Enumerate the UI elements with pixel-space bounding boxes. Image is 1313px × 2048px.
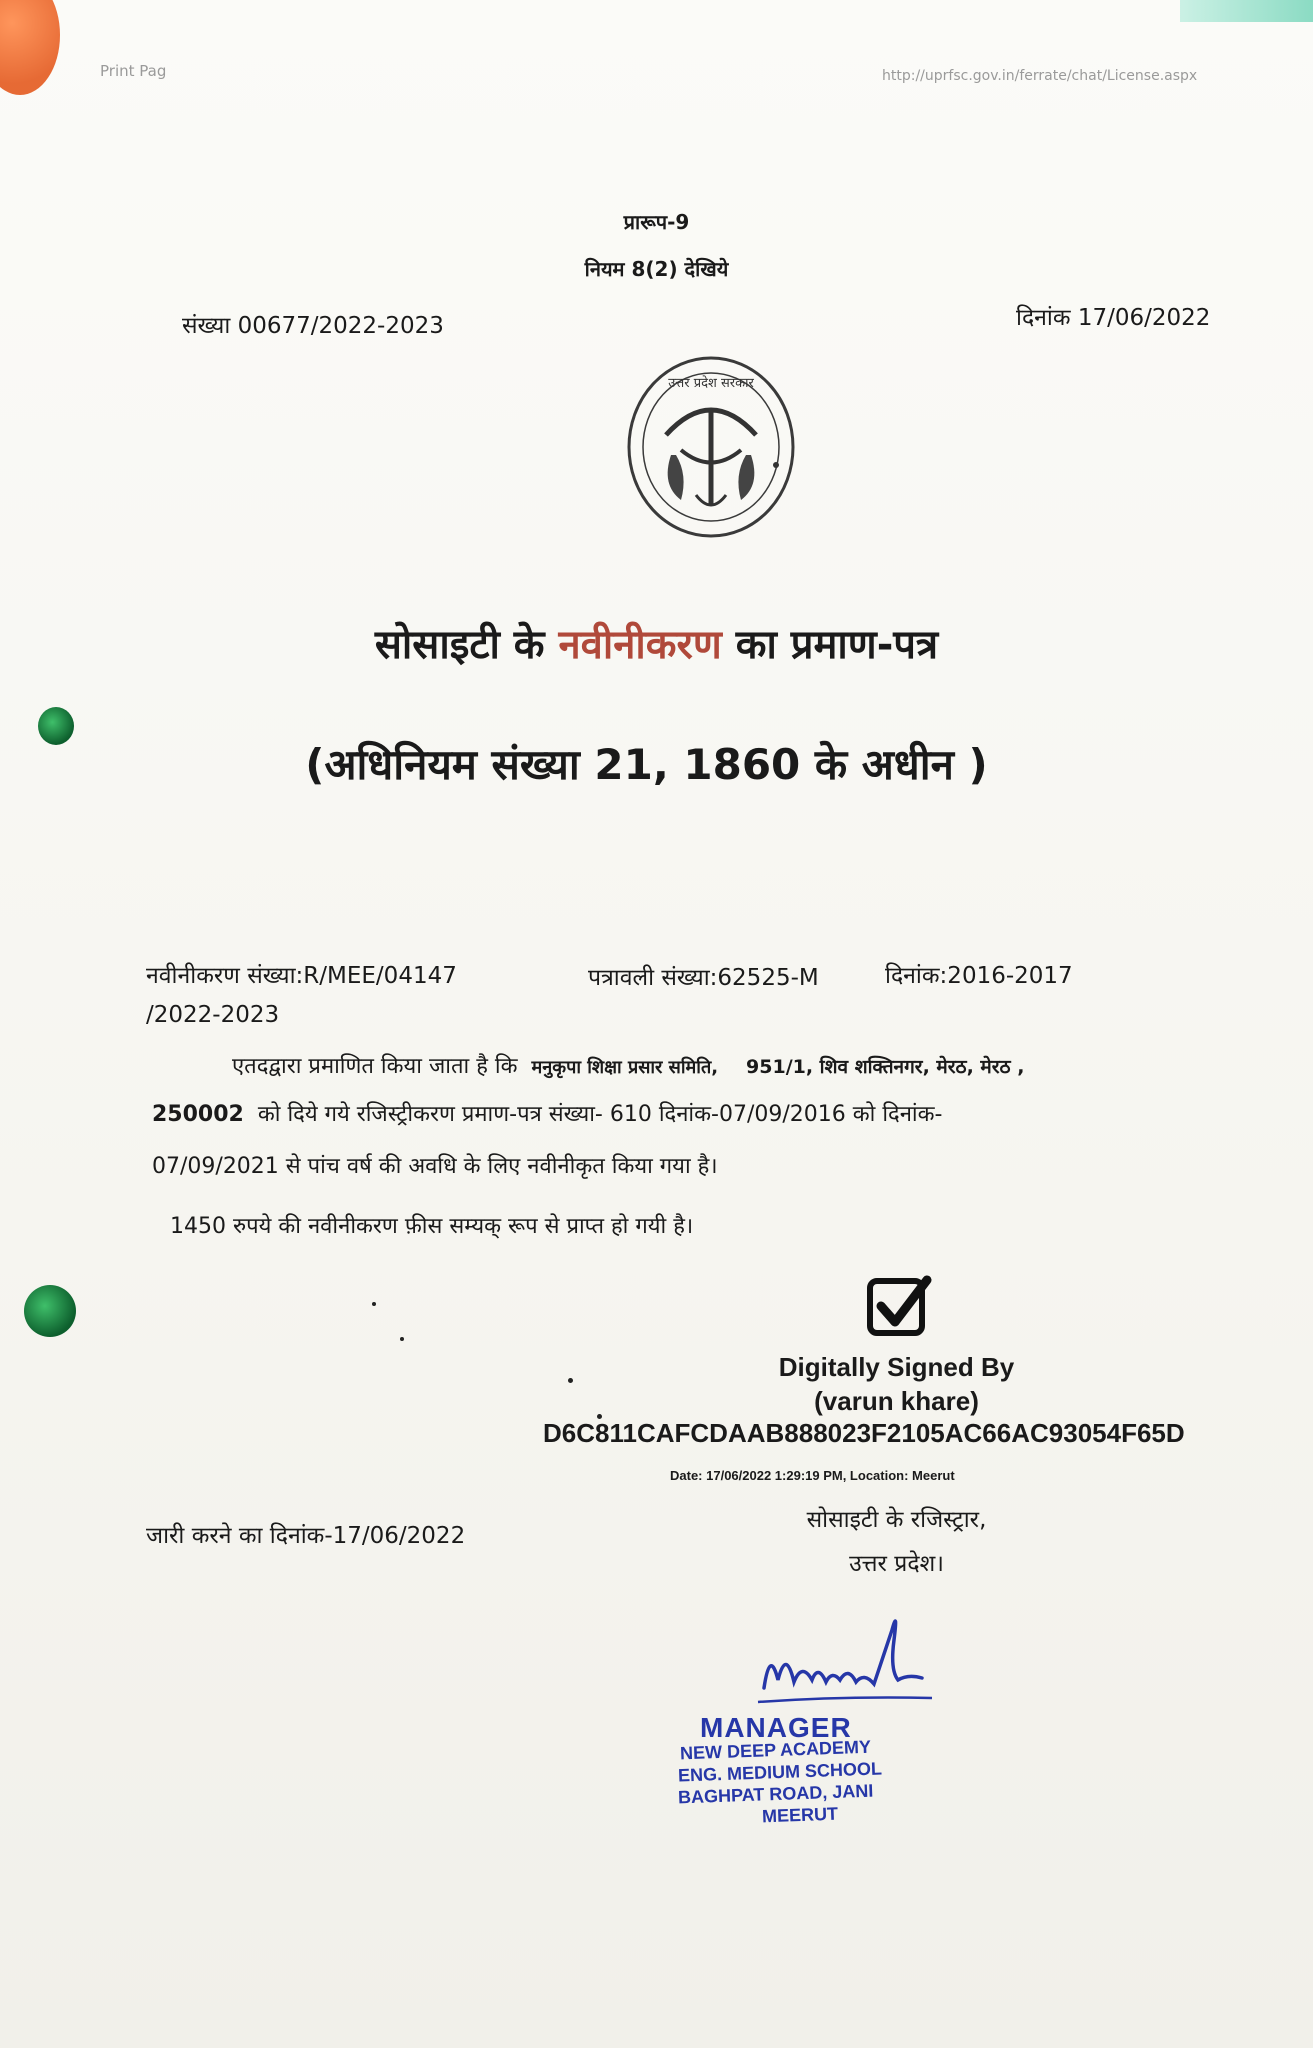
- stamp-line-3: BAGHPAT ROAD, JANI: [677, 1780, 874, 1808]
- society-name: मनुकृपा शिक्षा प्रसार समिति,: [531, 1057, 719, 1078]
- certificate-subtitle: (अधिनियम संख्या 21, 1860 के अधीन ): [305, 740, 988, 789]
- registration-detail: को दिये गये रजिस्ट्रीकरण प्रमाण-पत्र संख्या- 610 दिनांक-07/09/2016 को दिनांक-: [257, 1102, 943, 1127]
- certificate-date: दिनांक 17/06/2022: [1016, 305, 1211, 331]
- print-page-label: Print Pag: [100, 62, 167, 80]
- signer-name: (varun khare): [814, 1386, 979, 1416]
- body-line-4: 1450 रुपये की नवीनीकरण फ़ीस सम्यक् रूप से प्राप्त हो गयी है।: [170, 1214, 694, 1239]
- certificate-title: [0, 615, 1313, 670]
- stamp-line-4: MEERUT: [761, 1803, 839, 1827]
- file-date: दिनांक:2016-2017: [885, 963, 1073, 989]
- background-edge: [1180, 0, 1313, 22]
- finger-shadow: [0, 0, 60, 95]
- certificate-number: संख्या 00677/2022-2023: [182, 313, 444, 339]
- renewal-number-suffix: /2022-2023: [146, 1002, 280, 1028]
- title-part-2: का प्रमाण-पत्र: [721, 622, 939, 668]
- stamp-line-2: ENG. MEDIUM SCHOOL: [677, 1758, 883, 1786]
- punch-hole-bottom: [24, 1285, 76, 1337]
- renewal-number: नवीनीकरण संख्या:R/MEE/04147: [146, 963, 457, 989]
- body-line-3: 07/09/2021 से पांच वर्ष की अवधि के लिए नवीनीकृत किया गया है।: [152, 1154, 718, 1179]
- stamp-title: MANAGER: [700, 1712, 852, 1743]
- body-prefix: एतदद्वारा प्रमाणित किया जाता है कि: [232, 1054, 518, 1079]
- signature-meta: Date: 17/06/2022 1:29:19 PM, Location: Meerut: [670, 1468, 955, 1483]
- pincode: 250002: [152, 1102, 244, 1127]
- print-url: http://uprfsc.gov.in/ferrate/chat/License.aspx: [882, 68, 1198, 84]
- issue-date: जारी करने का दिनांक-17/06/2022: [146, 1523, 466, 1549]
- up-government-emblem-icon: [626, 355, 796, 540]
- form-number: प्रारूप-9: [623, 210, 690, 234]
- body-line-2: [152, 1098, 942, 1128]
- speck: [400, 1337, 404, 1341]
- title-part-1: सोसाइटी के: [374, 622, 559, 668]
- rule-reference: नियम 8(2) देखिये: [584, 257, 729, 281]
- handwritten-signature: [752, 1600, 952, 1720]
- checkmark-box-icon: [865, 1272, 933, 1340]
- registrar-office: सोसाइटी के रजिस्ट्रार,: [806, 1507, 987, 1533]
- registrar-state: उत्तर प्रदेश।: [849, 1551, 944, 1577]
- signature-hash: D6C811CAFCDAAB888023F2105AC66AC93054F65D: [543, 1418, 1185, 1448]
- title-highlight: नवीनीकरण: [558, 622, 722, 668]
- file-number: पत्रावली संख्या:62525-M: [588, 965, 819, 991]
- body-line-1: [232, 1050, 1024, 1080]
- signed-by-label: Digitally Signed By: [778, 1352, 1015, 1382]
- emblem-seal-text: उत्तर प्रदेश सरकार: [668, 376, 754, 391]
- stamp-line-1: NEW DEEP ACADEMY: [679, 1736, 872, 1764]
- speck: [372, 1302, 376, 1306]
- society-address: 951/1, शिव शक्तिनगर, मेरठ, मेरठ ,: [746, 1056, 1025, 1078]
